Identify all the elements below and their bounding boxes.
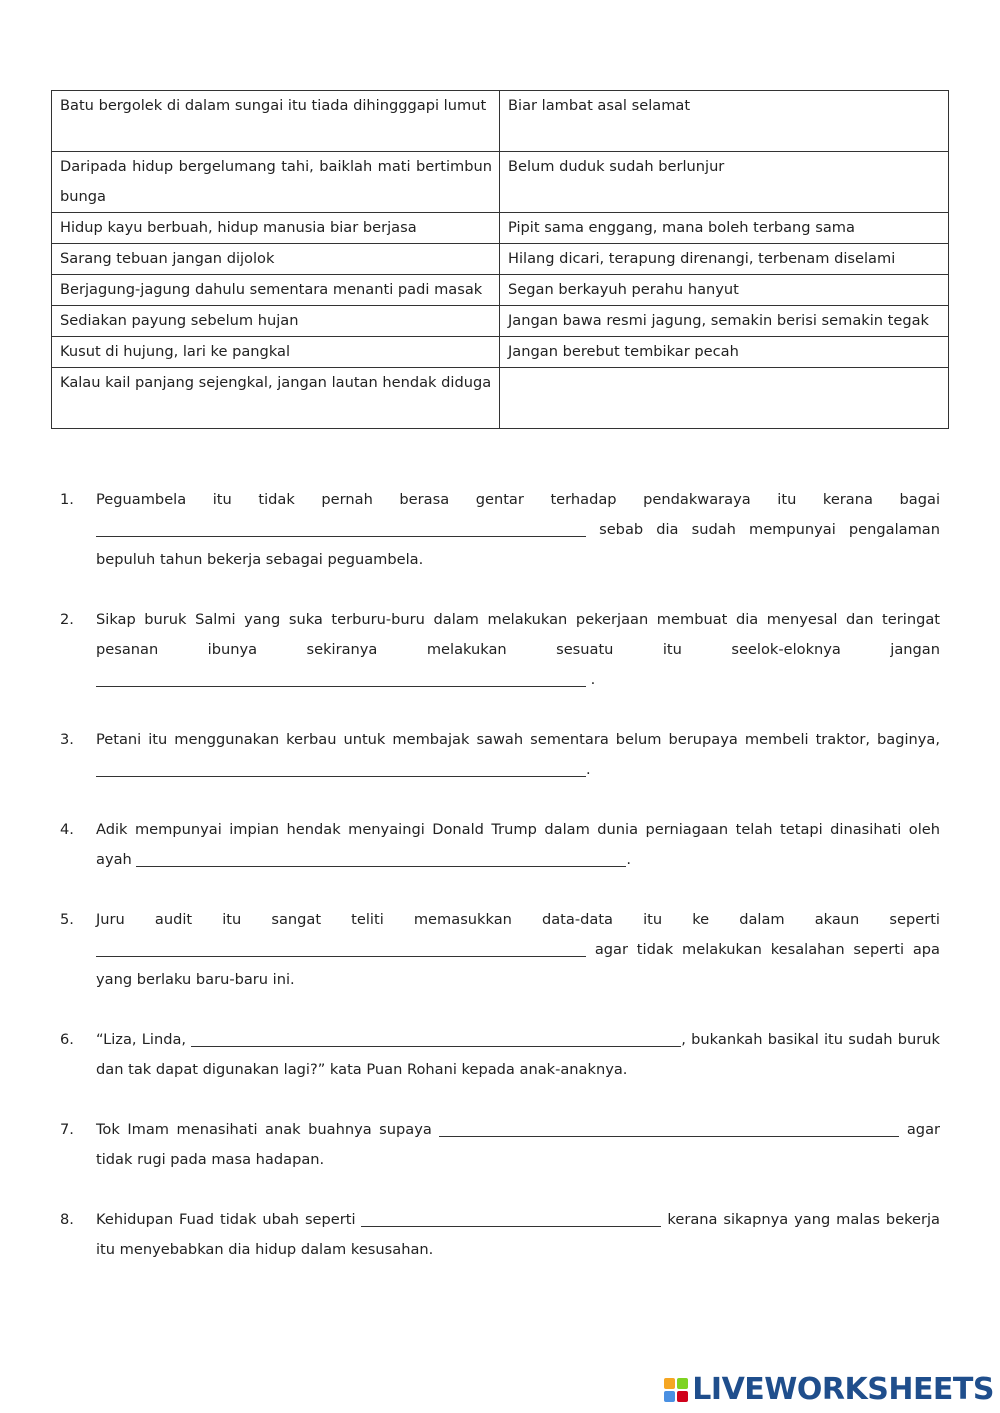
question-text: , bukankah basikal itu sudah buruk dan tak dapat digunakan lagi?” kata Puan Rohani kepada anak-anaknya. xyxy=(96,1031,940,1078)
answer-blank-1[interactable] xyxy=(96,518,586,537)
logo-square xyxy=(677,1391,688,1402)
question-text: Kehidupan Fuad tidak ubah seperti xyxy=(96,1211,356,1228)
question-text: Adik mempunyai impian hendak menyaingi Donald Trump dalam dunia perniagaan telah tetapi dinasihati oleh ayah xyxy=(96,821,940,868)
answer-blank-2[interactable] xyxy=(96,668,586,687)
question-list xyxy=(60,485,940,1295)
table-cell: Berjagung-jagung dahulu sementara menanti padi masak xyxy=(52,275,500,306)
question-text: sebab dia sudah mempunyai pengalaman bepuluh tahun bekerja sebagai peguambela. xyxy=(96,521,940,568)
question-text: Peguambela itu tidak pernah berasa gentar terhadap pendakwaraya itu kerana bagai xyxy=(96,491,940,508)
table-cell: Sarang tebuan jangan dijolok xyxy=(52,244,500,275)
question-text: kerana sikapnya yang malas bekerja itu menyebabkan dia hidup dalam kesusahan. xyxy=(96,1211,941,1258)
table-cell: Sediakan payung sebelum hujan xyxy=(52,306,500,337)
logo-mark-icon xyxy=(664,1378,688,1402)
logo-square xyxy=(677,1378,688,1389)
question-1 xyxy=(60,485,940,575)
answer-blank-8[interactable] xyxy=(361,1208,661,1227)
question-text: Juru audit itu sangat teliti memasukkan data-data itu ke dalam akaun seperti xyxy=(96,911,940,928)
question-4 xyxy=(60,815,940,875)
table-cell: Pipit sama enggang, mana boleh terbang sama xyxy=(500,213,949,244)
question-text: “Liza, Linda, xyxy=(96,1031,187,1048)
question-8 xyxy=(60,1205,940,1265)
table-row xyxy=(52,337,949,368)
table-cell: Jangan berebut tembikar pecah xyxy=(500,337,949,368)
answer-blank-3[interactable] xyxy=(96,758,586,777)
question-number: 3. xyxy=(60,731,74,748)
question-2 xyxy=(60,605,940,695)
table-row xyxy=(52,152,949,213)
table-cell: Segan berkayuh perahu hanyut xyxy=(500,275,949,306)
question-text: Petani itu menggunakan kerbau untuk membajak sawah sementara belum berupaya membeli traktor, baginya, xyxy=(96,731,940,748)
table-row xyxy=(52,213,949,244)
table-cell: Kalau kail panjang sejengkal, jangan lautan hendak diduga xyxy=(52,368,500,429)
table-cell: Jangan bawa resmi jagung, semakin berisi semakin tegak xyxy=(500,306,949,337)
table-cell: Kusut di hujung, lari ke pangkal xyxy=(52,337,500,368)
table-cell: Hidup kayu berbuah, hidup manusia biar berjasa xyxy=(52,213,500,244)
answer-blank-4[interactable] xyxy=(136,848,626,867)
table-row xyxy=(52,275,949,306)
question-number: 8. xyxy=(60,1211,74,1228)
table-cell: Biar lambat asal selamat xyxy=(500,91,949,152)
table-cell: Batu bergolek di dalam sungai itu tiada dihingggapi lumut xyxy=(52,91,500,152)
table-cell xyxy=(500,368,949,429)
question-5 xyxy=(60,905,940,995)
answer-blank-5[interactable] xyxy=(96,938,586,957)
table-cell: Belum duduk sudah berlunjur xyxy=(500,152,949,213)
question-number: 4. xyxy=(60,821,74,838)
question-text: agar tidak melakukan kesalahan seperti apa yang berlaku baru-baru ini. xyxy=(96,941,940,988)
table-cell: Hilang dicari, terapung direnangi, terbenam diselami xyxy=(500,244,949,275)
question-number: 7. xyxy=(60,1121,74,1138)
table-row xyxy=(52,244,949,275)
question-number: 5. xyxy=(60,911,74,928)
question-text: . xyxy=(586,761,591,778)
question-text: . xyxy=(590,671,596,688)
table-row xyxy=(52,368,949,429)
logo-square xyxy=(664,1378,675,1389)
question-number: 1. xyxy=(60,491,74,508)
table-cell: Daripada hidup bergelumang tahi, baiklah mati bertimbun bunga xyxy=(52,152,500,213)
liveworksheets-logo xyxy=(664,1372,994,1407)
table-row xyxy=(52,306,949,337)
logo-square xyxy=(664,1391,675,1402)
question-text: agar tidak rugi pada masa hadapan. xyxy=(96,1121,941,1168)
question-3 xyxy=(60,725,940,785)
answer-blank-6[interactable] xyxy=(191,1028,681,1047)
question-text: . xyxy=(626,851,632,868)
question-text: Sikap buruk Salmi yang suka terburu-buru dalam melakukan pekerjaan membuat dia menyesal dan teringat pesanan ibunya sekiranya melakukan sesuatu itu seelok-eloknya jangan xyxy=(96,611,940,658)
question-7 xyxy=(60,1115,940,1175)
answer-blank-7[interactable] xyxy=(439,1118,899,1137)
question-number: 6. xyxy=(60,1031,74,1048)
logo-text: LIVEWORKSHEETS xyxy=(692,1372,994,1407)
peribahasa-table xyxy=(51,90,949,429)
question-number: 2. xyxy=(60,611,74,628)
table-row xyxy=(52,91,949,152)
question-text: Tok Imam menasihati anak buahnya supaya xyxy=(96,1121,432,1138)
question-6 xyxy=(60,1025,940,1085)
